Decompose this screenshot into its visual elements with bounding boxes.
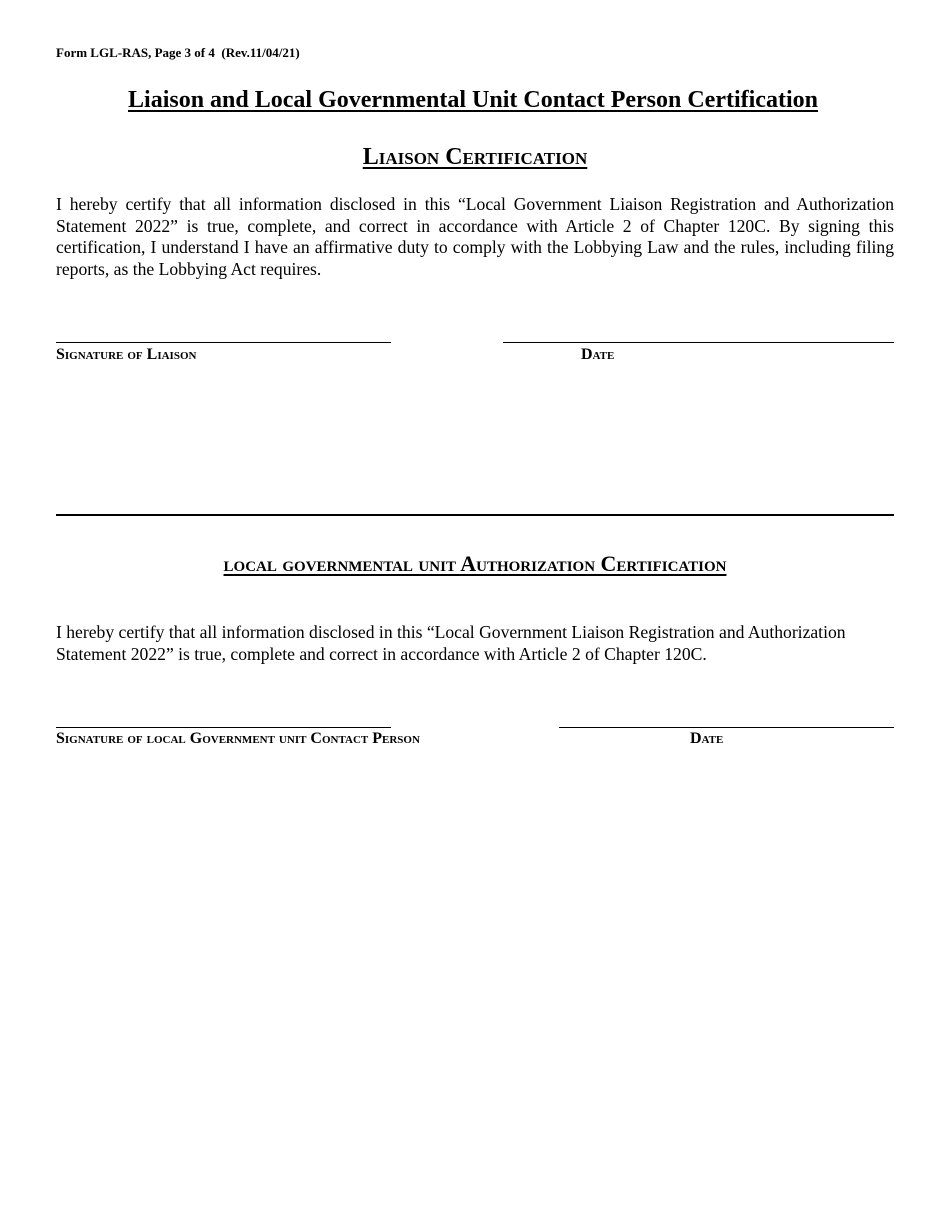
lgu-date-label: Date xyxy=(690,730,724,747)
liaison-date-label: Date xyxy=(581,346,615,363)
lgu-signature-line[interactable] xyxy=(56,727,391,728)
lgu-certification-title: local governmental unit Authorization Certification xyxy=(223,551,727,576)
liaison-signature-label: Signature of Liaison xyxy=(56,346,197,363)
form-id: Form LGL-RAS, Page 3 of 4 (Rev.11/04/21) xyxy=(56,45,300,60)
section-divider xyxy=(56,514,894,516)
liaison-date-line[interactable] xyxy=(503,342,894,343)
lgu-signature-label: Signature of local Government unit Contact Person xyxy=(56,730,420,747)
lgu-date-line[interactable] xyxy=(559,727,894,728)
page-title: Liaison and Local Governmental Unit Contact Person Certification xyxy=(128,87,818,113)
liaison-certification-title: Liaison Certification xyxy=(362,144,588,170)
liaison-certification-text: I hereby certify that all information disclosed in this “Local Government Liaison Registration and Authorization Statement 2022” is true, complete, and correct in accordance with Article 2 of Chapter 120C. By signing this certification, I understand I have an affirmative duty to comply with the Lobbying Law and the rules, including filing reports, as the Lobbying Act requires. xyxy=(56,194,894,279)
lgu-certification-text: I hereby certify that all information disclosed in this “Local Government Liaison Registration and Authorization Statement 2022” is true, complete and correct in accordance with Article 2 of Chapter 120C. xyxy=(56,622,846,664)
liaison-signature-line[interactable] xyxy=(56,342,391,343)
